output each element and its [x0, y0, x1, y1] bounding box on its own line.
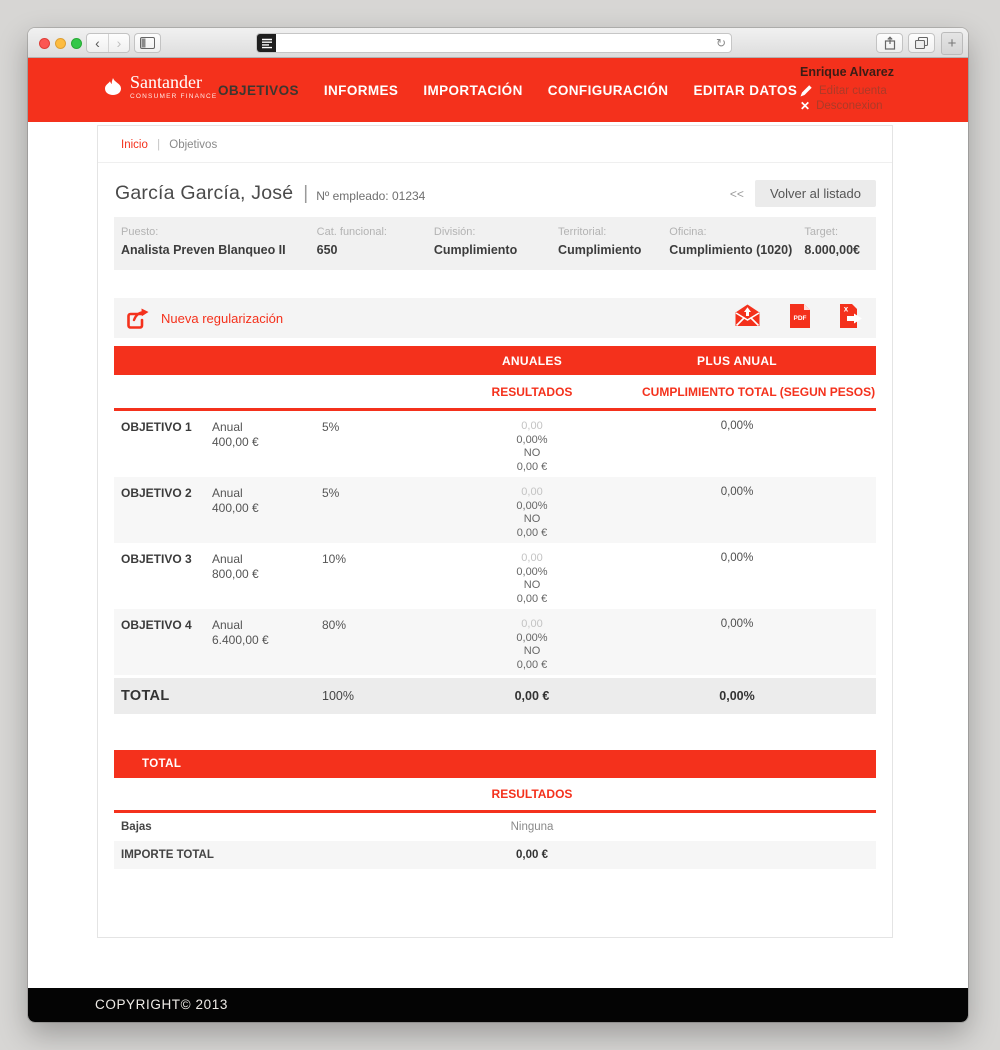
target-value: 8.000,00€: [804, 243, 860, 257]
forward-button[interactable]: ›: [108, 34, 129, 52]
division-value: Cumplimiento: [433, 243, 518, 257]
breadcrumb-inicio[interactable]: Inicio: [121, 139, 148, 151]
action-bar: [114, 298, 876, 338]
cat-funcional-label: Cat. funcional:: [316, 226, 387, 238]
browser-window: [28, 28, 968, 1022]
page-body: [28, 122, 968, 1022]
back-button[interactable]: ‹: [95, 35, 100, 51]
plus-anual-header: PLUS ANUAL: [697, 353, 777, 368]
employee-number: Nº empleado: 01234: [316, 188, 426, 203]
table-row-objetivo-1: OBJETIVO 1 Anual 400,00 € 5% 0,00 0,00% NO 0,00 € 0,00%: [114, 411, 876, 477]
employee-info-bar: [114, 217, 876, 270]
summary-sub-header: [114, 778, 876, 810]
table-row-objetivo-3: OBJETIVO 3 Anual 800,00 € 10% 0,00 0,00% NO 0,00 € 0,00%: [114, 543, 876, 609]
copyright-text: COPYRIGHT© 2013: [95, 997, 228, 1012]
summary-resultados-header: RESULTADOS: [491, 787, 573, 801]
logout-link[interactable]: ✕ Desconexion: [800, 99, 883, 113]
employee-name: García García, José: [115, 182, 294, 204]
tabs-icon: [915, 37, 928, 49]
minimize-window-button[interactable]: [55, 38, 66, 49]
content-panel: [97, 125, 893, 938]
oficina-label: Oficina:: [669, 226, 707, 238]
nav-importacion[interactable]: IMPORTACIÓN: [423, 82, 523, 98]
table-row-bajas: Bajas Ninguna: [114, 813, 876, 841]
resultados-header: RESULTADOS: [491, 384, 573, 399]
user-block: [800, 65, 920, 112]
breadcrumb: Inicio | Objetivos: [98, 126, 892, 163]
territorial-value: Cumplimiento: [558, 243, 642, 257]
santander-flame-icon: [102, 78, 124, 96]
address-bar[interactable]: [256, 33, 732, 53]
nav-informes[interactable]: INFORMES: [323, 82, 399, 98]
table-group-header: [114, 346, 876, 375]
reader-mode-icon[interactable]: [257, 34, 276, 52]
objectives-table: [114, 346, 876, 714]
table-row-objetivo-2: OBJETIVO 2 Anual 400,00 € 5% 0,00 0,00% NO 0,00 € 0,00%: [114, 477, 876, 543]
share-icon: [884, 36, 896, 50]
sidebar-toggle-button[interactable]: [134, 33, 161, 53]
table-row-objetivo-4: OBJETIVO 4 Anual 6.400,00 € 80% 0,00 0,00% NO 0,00 € 0,00%: [114, 609, 876, 675]
volver-al-listado-button[interactable]: Volver al listado: [755, 180, 876, 207]
puesto-value: Analista Preven Blanqueo II: [121, 243, 286, 257]
table-sub-header: [114, 375, 876, 408]
export-box-icon: [127, 308, 149, 329]
employee-header: García García, José | Nº empleado: 01234 << Volver al listado: [115, 180, 876, 207]
puesto-label: Puesto:: [121, 226, 159, 238]
new-tab-button[interactable]: +: [941, 32, 963, 55]
refresh-icon[interactable]: ↻: [715, 36, 726, 50]
anuales-header: ANUALES: [501, 353, 563, 368]
table-row-importe-total: IMPORTE TOTAL 0,00 €: [114, 841, 876, 869]
cat-funcional-value: 650: [316, 243, 338, 257]
share-button[interactable]: [876, 33, 903, 53]
breadcrumb-objetivos: Objetivos: [169, 139, 218, 151]
table-total-row: TOTAL 100% 0,00 € 0,00%: [114, 678, 876, 714]
brand-subtitle: CONSUMER FINANCE: [130, 93, 218, 100]
main-nav: [218, 58, 797, 122]
territorial-label: Territorial:: [558, 226, 607, 238]
nav-configuracion[interactable]: CONFIGURACIÓN: [547, 82, 669, 98]
close-window-button[interactable]: [39, 38, 50, 49]
brand-name: Santander: [130, 72, 202, 92]
app-header: [28, 58, 968, 122]
oficina-value: Cumplimiento (1020): [669, 243, 793, 257]
nav-editar-datos[interactable]: EDITAR DATOS: [693, 82, 798, 98]
user-name: Enrique Alvarez: [800, 65, 895, 79]
pdf-export-icon[interactable]: [789, 303, 811, 334]
send-mail-icon[interactable]: [734, 304, 761, 332]
objectives-rows: [114, 411, 876, 675]
santander-logo[interactable]: [102, 72, 217, 100]
logout-x-icon: ✕: [800, 99, 811, 113]
footer: [28, 988, 968, 1022]
svg-text:x: x: [843, 304, 849, 313]
edit-account-link[interactable]: Editar cuenta: [800, 84, 920, 97]
svg-text:PDF: PDF: [793, 314, 807, 322]
summary-table: [114, 750, 876, 869]
history-nav-group: [86, 33, 130, 53]
tab-overview-button[interactable]: [908, 33, 935, 53]
pencil-icon: [800, 84, 813, 97]
xls-export-icon[interactable]: [839, 303, 863, 334]
division-label: División:: [433, 226, 476, 238]
summary-header: TOTAL: [114, 750, 876, 778]
back-arrows: <<: [729, 186, 744, 201]
sidebar-icon: [140, 37, 155, 49]
zoom-window-button[interactable]: [71, 38, 82, 49]
cumplimiento-header: CUMPLIMIENTO TOTAL (SEGUN PESOS): [642, 384, 876, 399]
browser-toolbar: [28, 28, 968, 58]
nav-objetivos[interactable]: OBJETIVOS: [218, 82, 299, 98]
target-label: Target:: [804, 226, 839, 238]
nueva-regularizacion-button[interactable]: Nueva regularización: [127, 308, 283, 329]
